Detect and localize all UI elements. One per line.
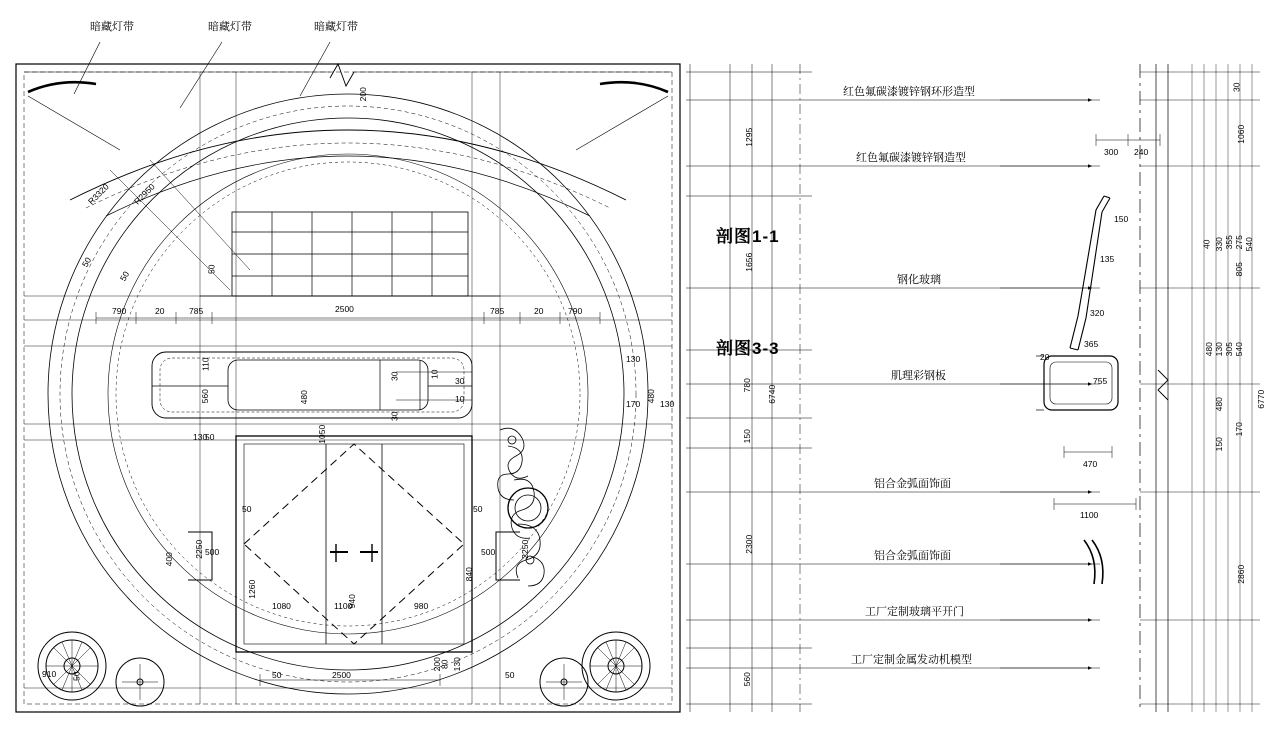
section-dimension-5: 2300 xyxy=(744,534,755,554)
section-dimension-7: 300 xyxy=(1104,147,1119,157)
plan-dimension-1: R3320 xyxy=(85,181,111,207)
plan-dimension-27: 1050 xyxy=(317,424,328,444)
plan-dimension-2: R2950 xyxy=(131,181,157,207)
section-dimension-4: 150 xyxy=(741,429,752,444)
plan-dimension-24: 130 xyxy=(660,399,675,409)
plan-dimension-18: 30 xyxy=(455,376,465,386)
plan-dimension-9: 2500 xyxy=(335,304,354,314)
plan-dimension-0: 200 xyxy=(357,87,368,102)
section-dimension-22: 275 xyxy=(1233,235,1244,250)
plan-dimension-33: 500 xyxy=(481,547,496,557)
plan-dimension-17: 10 xyxy=(429,369,440,379)
section-dimension-30: 480 xyxy=(1213,397,1224,412)
section-dimension-23: 540 xyxy=(1243,237,1254,252)
plan-dimension-14: 560 xyxy=(199,389,210,404)
section-dimension-13: 20 xyxy=(1040,352,1050,362)
plan-dimension-11: 20 xyxy=(534,306,544,316)
plan-dimension-47: 910 xyxy=(42,669,57,679)
section-title-1-1: 剖图1-1 xyxy=(716,227,780,246)
plan-dimension-8: 785 xyxy=(189,306,204,316)
section-dimension-20: 330 xyxy=(1213,237,1224,252)
plan-dimension-38: 940 xyxy=(346,594,357,609)
plan-dimension-12: 790 xyxy=(568,306,583,316)
section-dimension-3: 6740 xyxy=(767,384,778,404)
section-dimension-2: 780 xyxy=(741,378,752,393)
plan-dimension-23: 480 xyxy=(645,389,656,404)
plan-dimension-10: 785 xyxy=(490,306,505,316)
section-dimension-16: 1100 xyxy=(1080,510,1099,520)
material-label-alu-curved-finish-2: 铝合金弧面饰面 xyxy=(874,550,951,562)
plan-dimension-40: 980 xyxy=(414,601,429,611)
section-dimension-6: 560 xyxy=(741,672,752,687)
section-dimension-31: 150 xyxy=(1213,437,1224,452)
material-label-textured-steel-panel: 肌理彩钢板 xyxy=(891,370,946,382)
material-label-red-steel-ring: 红色氟碳漆镀锌钢环形造型 xyxy=(843,86,975,98)
section-dimension-26: 130 xyxy=(1213,342,1224,357)
plan-dimension-25: 130 xyxy=(193,432,208,442)
plan-dimension-13: 110 xyxy=(200,357,211,372)
section-dimension-27: 305 xyxy=(1223,342,1234,357)
material-label-alu-curved-finish-1: 铝合金弧面饰面 xyxy=(874,478,951,490)
section-dimension-24: 805 xyxy=(1233,262,1244,277)
section-dimension-12: 365 xyxy=(1084,339,1099,349)
section-dimension-18: 1060 xyxy=(1236,124,1247,144)
plan-dimension-7: 20 xyxy=(155,306,165,316)
plan-dimension-4: 50 xyxy=(117,269,132,283)
plan-dimension-37: 1080 xyxy=(272,601,291,611)
section-dimension-19: 40 xyxy=(1201,239,1212,249)
plan-dimension-34: 2250 xyxy=(520,539,531,559)
plan-dimension-36: 1260 xyxy=(247,579,258,599)
section-dimension-1: 1656 xyxy=(744,252,755,272)
section-dimension-14: 755 xyxy=(1093,376,1108,386)
plan-dimension-15: 480 xyxy=(298,390,309,405)
callout-label-hidden-light-3: 暗藏灯带 xyxy=(314,21,358,33)
section-dimension-21: 355 xyxy=(1223,235,1234,250)
section-dimension-0: 1295 xyxy=(744,127,755,147)
section-dimension-11: 320 xyxy=(1090,308,1105,318)
section-dimension-17: 30 xyxy=(1231,82,1242,92)
section-dimension-8: 240 xyxy=(1134,147,1149,157)
plan-dimension-6: 790 xyxy=(112,306,127,316)
section-title-3-3: 剖图3-3 xyxy=(716,339,780,358)
material-label-tempered-glass: 钢化玻璃 xyxy=(897,274,941,286)
plan-dimension-20: 30 xyxy=(389,411,400,421)
material-label-custom-glass-door: 工厂定制玻璃平开门 xyxy=(865,606,964,618)
plan-dimension-26: 50 xyxy=(205,432,215,442)
plan-dimension-30: 400 xyxy=(163,552,174,567)
section-dimension-29: 6770 xyxy=(1256,389,1267,409)
section-dimension-32: 170 xyxy=(1233,422,1244,437)
callout-label-hidden-light-2: 暗藏灯带 xyxy=(208,21,252,33)
plan-dimension-5: 50 xyxy=(206,264,217,274)
plan-dimension-35: 840 xyxy=(463,567,474,582)
material-label-red-steel-form: 红色氟碳漆镀锌钢造型 xyxy=(856,152,966,164)
plan-dimension-3: 50 xyxy=(79,255,94,269)
plan-dimension-22: 170 xyxy=(626,399,641,409)
plan-dimension-42: 50 xyxy=(272,670,282,680)
plan-dimension-16: 30 xyxy=(389,371,400,381)
plan-dimension-31: 2250 xyxy=(194,539,205,559)
plan-dimension-28: 50 xyxy=(242,504,252,514)
plan-dimension-21: 130 xyxy=(626,354,641,364)
material-label-engine-model: 工厂定制金属发动机模型 xyxy=(851,654,972,666)
plan-dimension-29: 50 xyxy=(473,504,483,514)
section-dimension-28: 540 xyxy=(1233,342,1244,357)
section-dimension-15: 470 xyxy=(1083,459,1098,469)
plan-dimension-43: 50 xyxy=(505,670,515,680)
plan-dimension-45: 80 xyxy=(439,659,450,669)
plan-dimension-44: 200 xyxy=(431,657,442,672)
callout-label-hidden-light-1: 暗藏灯带 xyxy=(90,21,134,33)
plan-dimension-46: 130 xyxy=(451,657,462,672)
plan-dimension-39: 1100 xyxy=(334,601,353,611)
plan-dimension-41: 2500 xyxy=(332,670,351,680)
section-dimension-25: 480 xyxy=(1203,342,1214,357)
plan-dimension-19: 10 xyxy=(455,394,465,404)
section-dimension-9: 150 xyxy=(1114,214,1129,224)
plan-dimension-32: 500 xyxy=(205,547,220,557)
section-dimension-33: 2860 xyxy=(1236,564,1247,584)
plan-dimension-48: 50 xyxy=(71,671,82,681)
section-dimension-10: 135 xyxy=(1100,254,1115,264)
